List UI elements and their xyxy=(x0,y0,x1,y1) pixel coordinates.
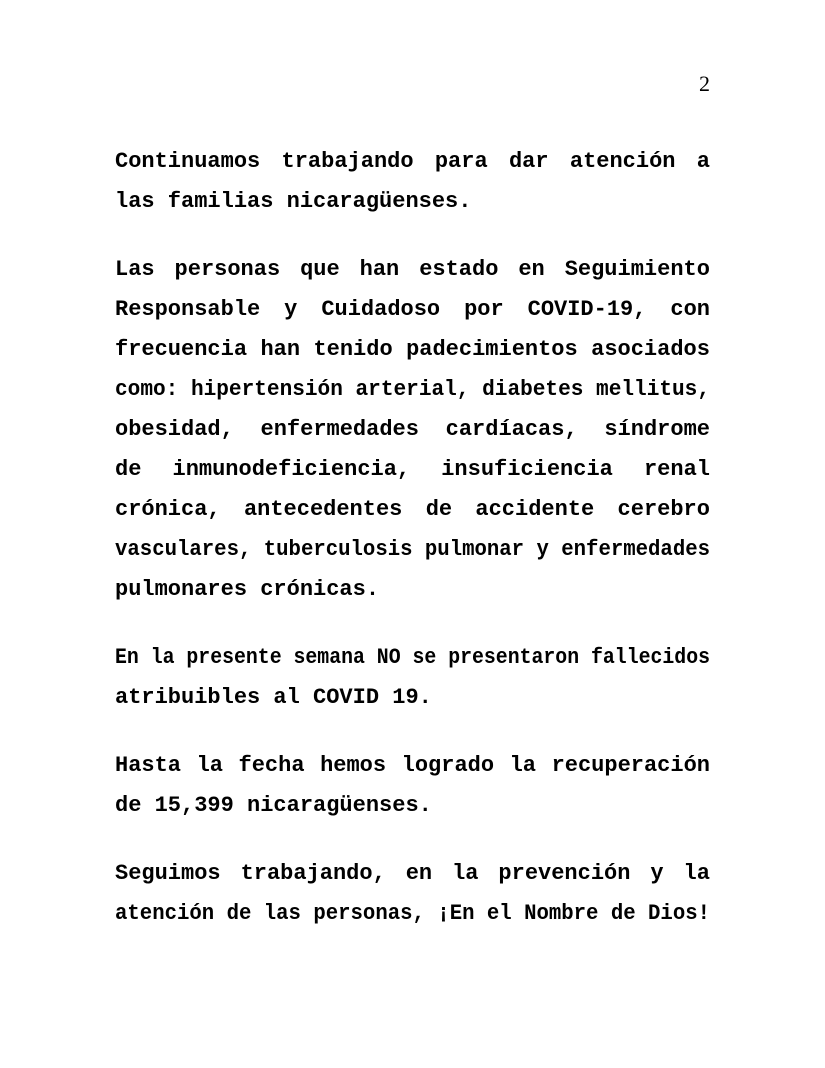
text-line xyxy=(115,854,710,894)
text-line: como: hipertensión arterial, diabetes mellitus, xyxy=(115,377,710,402)
word: COVID-19, xyxy=(527,297,647,322)
word: con xyxy=(670,297,710,322)
paragraph xyxy=(115,746,710,826)
word: a xyxy=(696,149,710,174)
word: recuperación xyxy=(551,753,710,778)
word: inmunodeficiencia, xyxy=(172,457,411,482)
word: hemos xyxy=(320,753,387,778)
word: accidente xyxy=(475,497,595,522)
word: logrado xyxy=(401,753,495,778)
paragraph xyxy=(115,854,710,934)
word: síndrome xyxy=(604,417,710,442)
word: Continuamos xyxy=(115,149,261,174)
word: renal xyxy=(643,457,710,482)
word: la xyxy=(509,753,537,778)
text-line xyxy=(115,490,710,530)
text-line: de 15,399 nicaragüenses. xyxy=(115,793,432,818)
word: atención xyxy=(569,149,676,174)
word: antecedentes xyxy=(243,497,403,522)
paragraph xyxy=(115,638,710,718)
word: por xyxy=(464,297,504,322)
word: de xyxy=(425,497,453,522)
word: la xyxy=(196,753,223,778)
word: de xyxy=(115,457,142,482)
word: que xyxy=(300,257,340,282)
word: dar xyxy=(508,149,549,174)
word: y xyxy=(284,297,298,322)
page-number: 2 xyxy=(699,71,710,96)
word: Cuidadoso xyxy=(321,297,441,322)
document-body xyxy=(115,142,710,962)
word: tenido xyxy=(313,337,393,362)
word: personas xyxy=(174,257,281,282)
word: padecimientos xyxy=(406,337,578,362)
text-line xyxy=(115,250,710,290)
word: prevención xyxy=(498,861,631,886)
paragraph xyxy=(115,250,710,610)
text-line: vasculares, tuberculosis pulmonar y enfermedades xyxy=(115,537,710,562)
text-line: las familias nicaragüenses. xyxy=(115,189,472,214)
word: fecha xyxy=(238,753,305,778)
word: trabajando, xyxy=(240,861,386,886)
text-line xyxy=(115,450,710,490)
word: han xyxy=(359,257,400,282)
text-line xyxy=(115,290,710,330)
text-line: En la presente semana NO se presentaron fallecidos xyxy=(115,645,710,670)
word: en xyxy=(405,861,433,886)
word: Responsable xyxy=(115,297,261,322)
text-line: atribuibles al COVID 19. xyxy=(115,685,432,710)
word: asociados xyxy=(591,337,710,362)
paragraph xyxy=(115,142,710,222)
word: Seguimos xyxy=(115,861,221,886)
text-line: pulmonares crónicas. xyxy=(115,577,380,602)
word: Seguimiento xyxy=(564,257,710,282)
word: Hasta xyxy=(115,753,182,778)
word: insuficiencia xyxy=(441,457,613,482)
text-line xyxy=(115,410,710,450)
word: trabajando xyxy=(281,149,414,174)
word: crónica, xyxy=(115,497,221,522)
word: la xyxy=(452,861,479,886)
word: estado xyxy=(419,257,499,282)
word: cardíacas, xyxy=(445,417,578,442)
word: enfermedades xyxy=(260,417,419,442)
word: obesidad, xyxy=(115,417,234,442)
word: y xyxy=(650,861,664,886)
text-line xyxy=(115,746,710,786)
word: en xyxy=(518,257,545,282)
text-line xyxy=(115,142,710,182)
text-line: atención de las personas, ¡En el Nombre de Dios! xyxy=(115,901,710,926)
word: la xyxy=(683,861,710,886)
word: Las xyxy=(115,257,155,282)
word: han xyxy=(260,337,301,362)
word: frecuencia xyxy=(115,337,248,362)
word: cerebro xyxy=(617,497,710,522)
word: para xyxy=(434,149,488,174)
text-line xyxy=(115,330,710,370)
